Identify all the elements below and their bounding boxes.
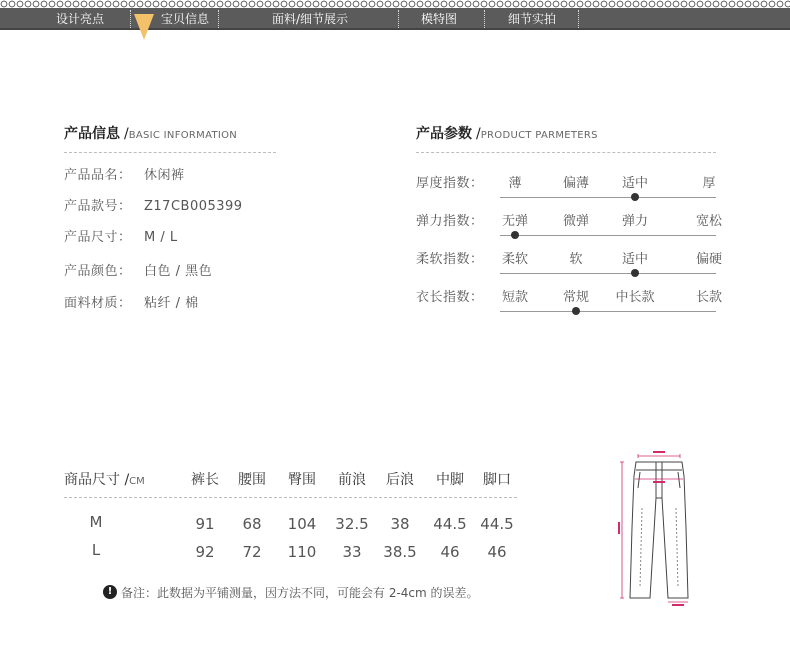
nav-item-design[interactable]: 设计亮点 [56,12,105,26]
info-value: 白色 / 黑色 [144,264,213,279]
nav-separator [484,10,485,28]
size-cell: 44.5 [433,515,467,533]
product-info-title: 产品信息 [64,126,120,142]
info-value: 休闲裤 [144,168,185,183]
size-column-header: 裤长 [191,472,219,488]
size-row-label: L [91,541,101,559]
pants-measurement-diagram-icon [612,448,702,610]
size-cell: 38.5 [383,543,417,561]
nav-active-marker [134,14,154,40]
size-cell: 32.5 [335,515,369,533]
size-cell: 44.5 [480,515,514,533]
size-column-header: 前浪 [338,472,366,488]
nav-item-detail-photos[interactable]: 细节实拍 [508,12,557,26]
info-label: 产品颜色： [64,264,132,279]
size-table-title [64,469,145,489]
warning-icon: ! [103,585,117,599]
info-value: 粘纤 / 棉 [144,296,199,311]
nav-item-fabric[interactable]: 面料/细节展示 [272,12,349,26]
param-label: 柔软指数： [416,252,484,267]
size-cell: 91 [195,515,215,533]
size-cell: 92 [195,543,215,561]
param-row [416,248,726,286]
size-column-header: 中脚 [436,472,464,488]
nav-bar [0,8,790,30]
size-row-label: M [89,513,103,531]
info-row-color [64,263,212,281]
param-option: 厚 [702,176,716,191]
size-cell: 46 [487,543,507,561]
param-indicator-dot [631,269,639,277]
param-option: 中长款 [615,290,655,305]
param-option: 偏硬 [695,252,723,267]
top-nav [0,0,790,30]
divider [416,152,716,153]
info-label: 产品尺寸： [64,230,132,245]
size-table-title-text: 商品尺寸 / [64,472,130,488]
size-table-unit: CM [129,476,145,487]
param-option: 适中 [621,176,649,191]
param-option: 常规 [562,290,590,305]
param-option: 无弹 [501,214,529,229]
product-info-heading: 产品信息 /BASIC INFORMATION [64,126,238,142]
size-cell: 104 [287,515,317,533]
param-indicator-dot [511,231,519,239]
product-params-title: 产品参数 [416,126,472,142]
size-cell: 72 [242,543,262,561]
product-info-subtitle: BASIC INFORMATION [128,130,238,141]
param-option: 柔软 [501,252,529,267]
param-track [500,235,716,236]
nav-separator [218,10,219,28]
nav-item-product-info[interactable]: 宝贝信息 [161,12,210,26]
info-label: 产品品名： [64,168,132,183]
param-track [500,197,716,198]
param-option: 宽松 [695,214,723,229]
param-label: 厚度指数： [416,176,484,191]
param-option: 短款 [501,290,529,305]
param-option: 软 [569,252,583,267]
param-option: 薄 [508,176,522,191]
param-track [500,273,716,274]
nav-separator [398,10,399,28]
param-indicator-dot [572,307,580,315]
info-row-name [64,167,185,185]
product-params-heading: 产品参数 /PRODUCT PARMETERS [416,126,598,142]
product-params-subtitle: PRODUCT PARMETERS [480,130,598,141]
param-label: 弹力指数： [416,214,484,229]
param-row [416,210,726,248]
size-cell: 46 [440,543,460,561]
size-column-header: 腰围 [238,472,266,488]
size-column-header: 臀围 [288,472,316,488]
size-column-header: 后浪 [386,472,414,488]
info-value: Z17CB005399 [144,199,243,214]
nav-separator [130,10,131,28]
param-row [416,172,726,210]
size-cell: 33 [342,543,362,561]
size-cell: 38 [390,515,410,533]
size-table-divider [64,497,517,498]
measurement-note: 备注：此数据为平铺测量，因方法不同，可能会有 2-4cm 的误差。 [121,586,479,600]
size-column-header: 脚口 [483,472,511,488]
info-row-sku [64,198,243,216]
nav-bottom-line [0,28,790,30]
nav-item-model[interactable]: 模特图 [421,12,458,26]
param-option: 弹力 [621,214,649,229]
info-value: M / L [144,230,178,245]
param-option: 长款 [695,290,723,305]
nav-separator [578,10,579,28]
param-option: 适中 [621,252,649,267]
divider [64,152,276,153]
param-label: 衣长指数： [416,290,484,305]
param-option: 偏薄 [562,176,590,191]
size-cell: 68 [242,515,262,533]
info-row-size [64,229,178,247]
param-option: 微弹 [562,214,590,229]
nav-chain-border [0,0,790,8]
info-label: 产品款号： [64,199,132,214]
param-indicator-dot [631,193,639,201]
info-label: 面料材质： [64,296,132,311]
param-track [500,311,716,312]
param-row [416,286,726,324]
info-row-material [64,295,199,313]
size-cell: 110 [287,543,317,561]
